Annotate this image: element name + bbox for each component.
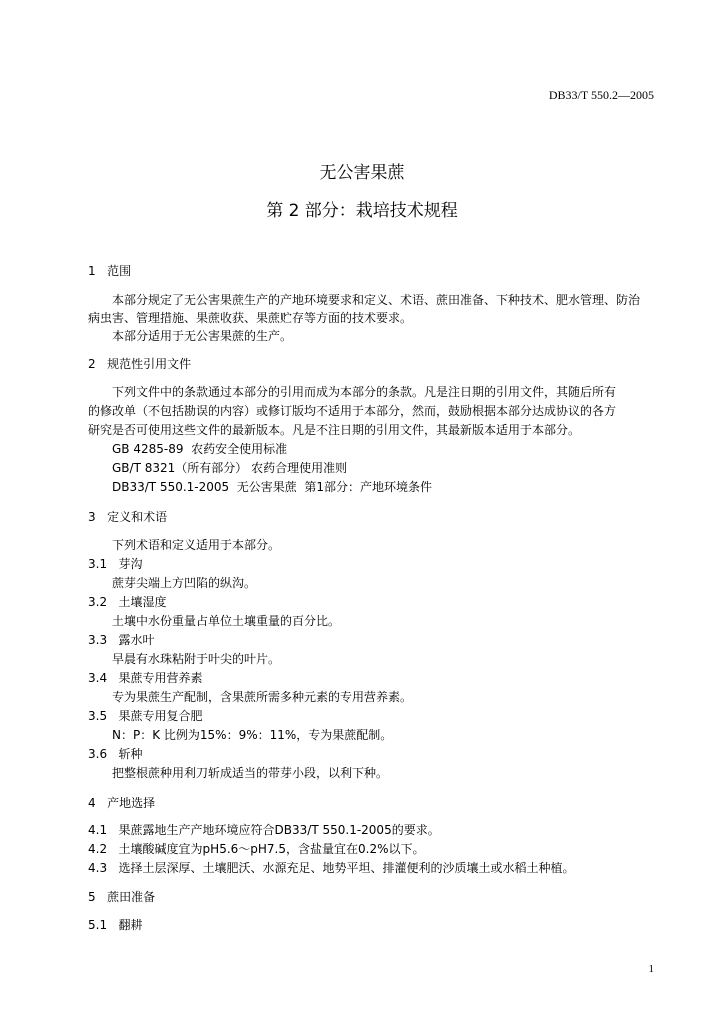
page-number: 1	[648, 963, 654, 975]
term-heading	[88, 669, 203, 686]
standard-code: DB33/T 550.2—2005	[548, 88, 654, 102]
section-title: 定义和术语	[107, 510, 168, 524]
term-definition: 蔗芽尖端上方凹陷的纵沟。	[112, 576, 257, 590]
section-number: 3	[88, 510, 96, 524]
clause-number: 4.2	[88, 842, 108, 856]
term-definition: 把整根蔗种用利刀斩成适当的带芽小段，以利下种。	[112, 766, 389, 780]
section-3-heading	[88, 508, 167, 525]
term-number: 3.3	[88, 633, 108, 647]
term-name: 果蔗专用复合肥	[118, 709, 203, 723]
term-definition: 土壤中水份重量占单位土壤重量的百分比。	[112, 614, 341, 628]
clause-text: 果蔗露地生产产地环境应符合DB33/T 550.1-2005的要求。	[118, 823, 440, 837]
term-heading	[88, 555, 143, 572]
reference-3: DB33/T 550.1-2005 无公害果蔗 第1部分：产地环境条件	[112, 480, 433, 494]
subsection-number: 5.1	[88, 918, 108, 932]
paragraph: 下列文件中的条款通过本部分的引用而成为本部分的条款。凡是注日期的引用文件，其随后所有	[112, 385, 617, 399]
section-5-heading	[88, 888, 155, 905]
clause	[88, 859, 575, 876]
reference-2: GB/T 8321（所有部分） 农药合理使用准则	[112, 461, 348, 475]
section-title: 规范性引用文件	[107, 357, 192, 371]
clause-number: 4.1	[88, 823, 108, 837]
term-heading	[88, 745, 143, 762]
term-number: 3.2	[88, 595, 108, 609]
section-2-heading	[88, 355, 191, 372]
section-title: 蔗田准备	[107, 890, 156, 904]
term-heading	[88, 707, 203, 724]
term-definition: 早晨有水珠粘附于叶尖的叶片。	[112, 652, 281, 666]
paragraph: 本部分适用于无公害果蔗的生产。	[112, 329, 293, 343]
paragraph: 下列术语和定义适用于本部分。	[112, 538, 281, 552]
paragraph-continuation: 病虫害、管理措施、果蔗收获、果蔗贮存等方面的技术要求。	[88, 311, 413, 325]
term-name: 果蔗专用营养素	[118, 671, 203, 685]
clause-text: 土壤酸碱度宜为pH5.6～pH7.5，含盐量宜在0.2%以下。	[118, 842, 425, 856]
term-definition: 专为果蔗生产配制，含果蔗所需多种元素的专用营养素。	[112, 690, 413, 704]
section-number: 1	[88, 264, 96, 278]
clause	[88, 840, 424, 857]
section-number: 5	[88, 890, 96, 904]
term-name: 斩种	[118, 747, 143, 761]
term-heading	[88, 631, 155, 648]
section-4-heading	[88, 794, 155, 811]
section-title: 范围	[107, 264, 132, 278]
clause-number: 4.3	[88, 861, 108, 875]
paragraph: 本部分规定了无公害果蔗生产的产地环境要求和定义、术语、蔗田准备、下种技术、肥水管理、防治	[112, 293, 641, 307]
term-number: 3.6	[88, 747, 108, 761]
term-name: 露水叶	[118, 633, 155, 647]
subsection-title: 翻耕	[118, 918, 143, 932]
section-title: 产地选择	[107, 796, 156, 810]
subsection-heading	[88, 916, 143, 933]
term-heading	[88, 593, 167, 610]
reference-1: GB 4285-89 农药安全使用标准	[112, 442, 288, 456]
term-name: 土壤湿度	[118, 595, 167, 609]
section-1-heading	[88, 262, 131, 279]
clause	[88, 821, 440, 838]
paragraph-continuation: 研究是否可使用这些文件的最新版本。凡是不注日期的引用文件，其最新版本适用于本部分。	[88, 423, 581, 437]
term-number: 3.1	[88, 557, 108, 571]
term-number: 3.5	[88, 709, 108, 723]
paragraph-continuation: 的修改单（不包括勘误的内容）或修订版均不适用于本部分，然而，鼓励根据本部分达成协议的各方	[88, 404, 617, 418]
clause-text: 选择土层深厚、土壤肥沃、水源充足、地势平坦、排灌便利的沙质壤土或水稻土种植。	[118, 861, 575, 875]
section-number: 2	[88, 357, 96, 371]
term-definition: N：P：K 比例为15%：9%：11%，专为果蔗配制。	[112, 728, 393, 742]
section-number: 4	[88, 796, 96, 810]
term-number: 3.4	[88, 671, 108, 685]
document-title: 无公害果蔗	[319, 163, 405, 183]
term-name: 芽沟	[118, 557, 143, 571]
document-subtitle: 第 2 部分：栽培技术规程	[266, 201, 458, 221]
